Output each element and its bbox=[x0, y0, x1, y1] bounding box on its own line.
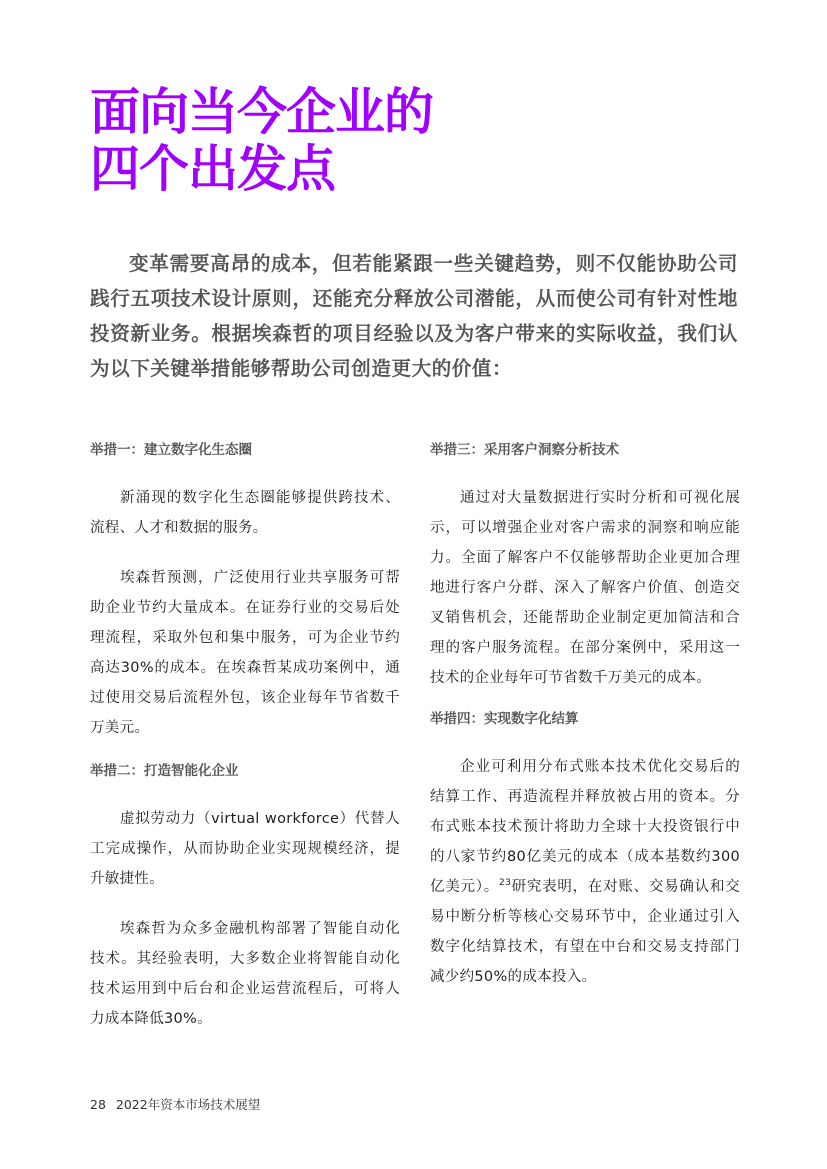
measure-1-heading: 举措一：建立数字化生态圈 bbox=[90, 442, 252, 458]
footnote-ref: 23 bbox=[499, 878, 512, 889]
measure-3-heading: 举措三：采用客户洞察分析技术 bbox=[430, 442, 619, 458]
measure-2-heading: 举措二：打造智能化企业 bbox=[90, 763, 239, 779]
measure-3-paragraph-1: 通过对大量数据进行实时分析和可视化展示，可以增强企业对客户需求的洞察和响应能力。全面了解客户不仅能够帮助企业更加合理地进行客户分群、深入了解客户价值、创造交叉销售机会，还能帮助企业制定更加简洁和合理的客户服务流程。在部分案例中，采用这一技术的企业每年可节省数千万美元的成本。 bbox=[430, 490, 740, 686]
measure-1-paragraph-2: 埃森哲预测，广泛使用行业共享服务可帮助企业节约大量成本。在证券行业的交易后处理流程，采取外包和集中服务，可为企业节约高达30%的成本。在埃森哲某成功案例中，通过使用交易后流程外包，该企业每年节省数千万美元。 bbox=[90, 570, 400, 736]
page-title-line-2: 四个出发点 bbox=[90, 140, 335, 198]
right-column bbox=[430, 440, 740, 992]
measure-2-paragraph-1: 虚拟劳动力（virtual workforce）代替人工完成操作，从而协助企业实现规模经济，提升敏捷性。 bbox=[90, 811, 400, 887]
measure-1-paragraph-1: 新涌现的数字化生态圈能够提供跨技术、流程、人才和数据的服务。 bbox=[90, 490, 400, 536]
measure-4-paragraph bbox=[430, 752, 740, 992]
page-title-line-1: 面向当今企业的 bbox=[90, 83, 433, 141]
page-title bbox=[90, 84, 730, 198]
measure-4-text-a: 企业可利用分布式账本技术优化交易后的结算工作、再造流程并释放被占用的资本。分布式账本技术预计将助力全球十大投资银行中的八家节约80亿美元的成本（成本基数约300亿美元）。 bbox=[430, 759, 740, 895]
publication-title: 2022年资本市场技术展望 bbox=[115, 1097, 261, 1112]
measure-4-heading: 举措四：实现数字化结算 bbox=[430, 711, 579, 727]
intro-paragraph: 变革需要高昂的成本，但若能紧跟一些关键趋势，则不仅能协助公司践行五项技术设计原则，还能充分释放公司潜能，从而使公司有针对性地投资新业务。根据埃森哲的项目经验以及为客户带来的实际收益，我们认为以下关键举措能够帮助公司创造更大的价值： bbox=[90, 252, 738, 380]
page-number: 28 bbox=[90, 1097, 106, 1112]
left-column bbox=[90, 440, 400, 1034]
measure-4-text-b: 研究表明，在对账、交易确认和交易中断分析等核心交易环节中，企业通过引入数字化结算技术，有望在中台和交易支持部门减少约50%的成本投入。 bbox=[430, 879, 740, 985]
measure-2-paragraph-2: 埃森哲为众多金融机构部署了智能自动化技术。其经验表明，大多数企业将智能自动化技术运用到中后台和企业运营流程后，可将人力成本降低30%。 bbox=[90, 921, 400, 1027]
page-footer bbox=[90, 1096, 260, 1114]
